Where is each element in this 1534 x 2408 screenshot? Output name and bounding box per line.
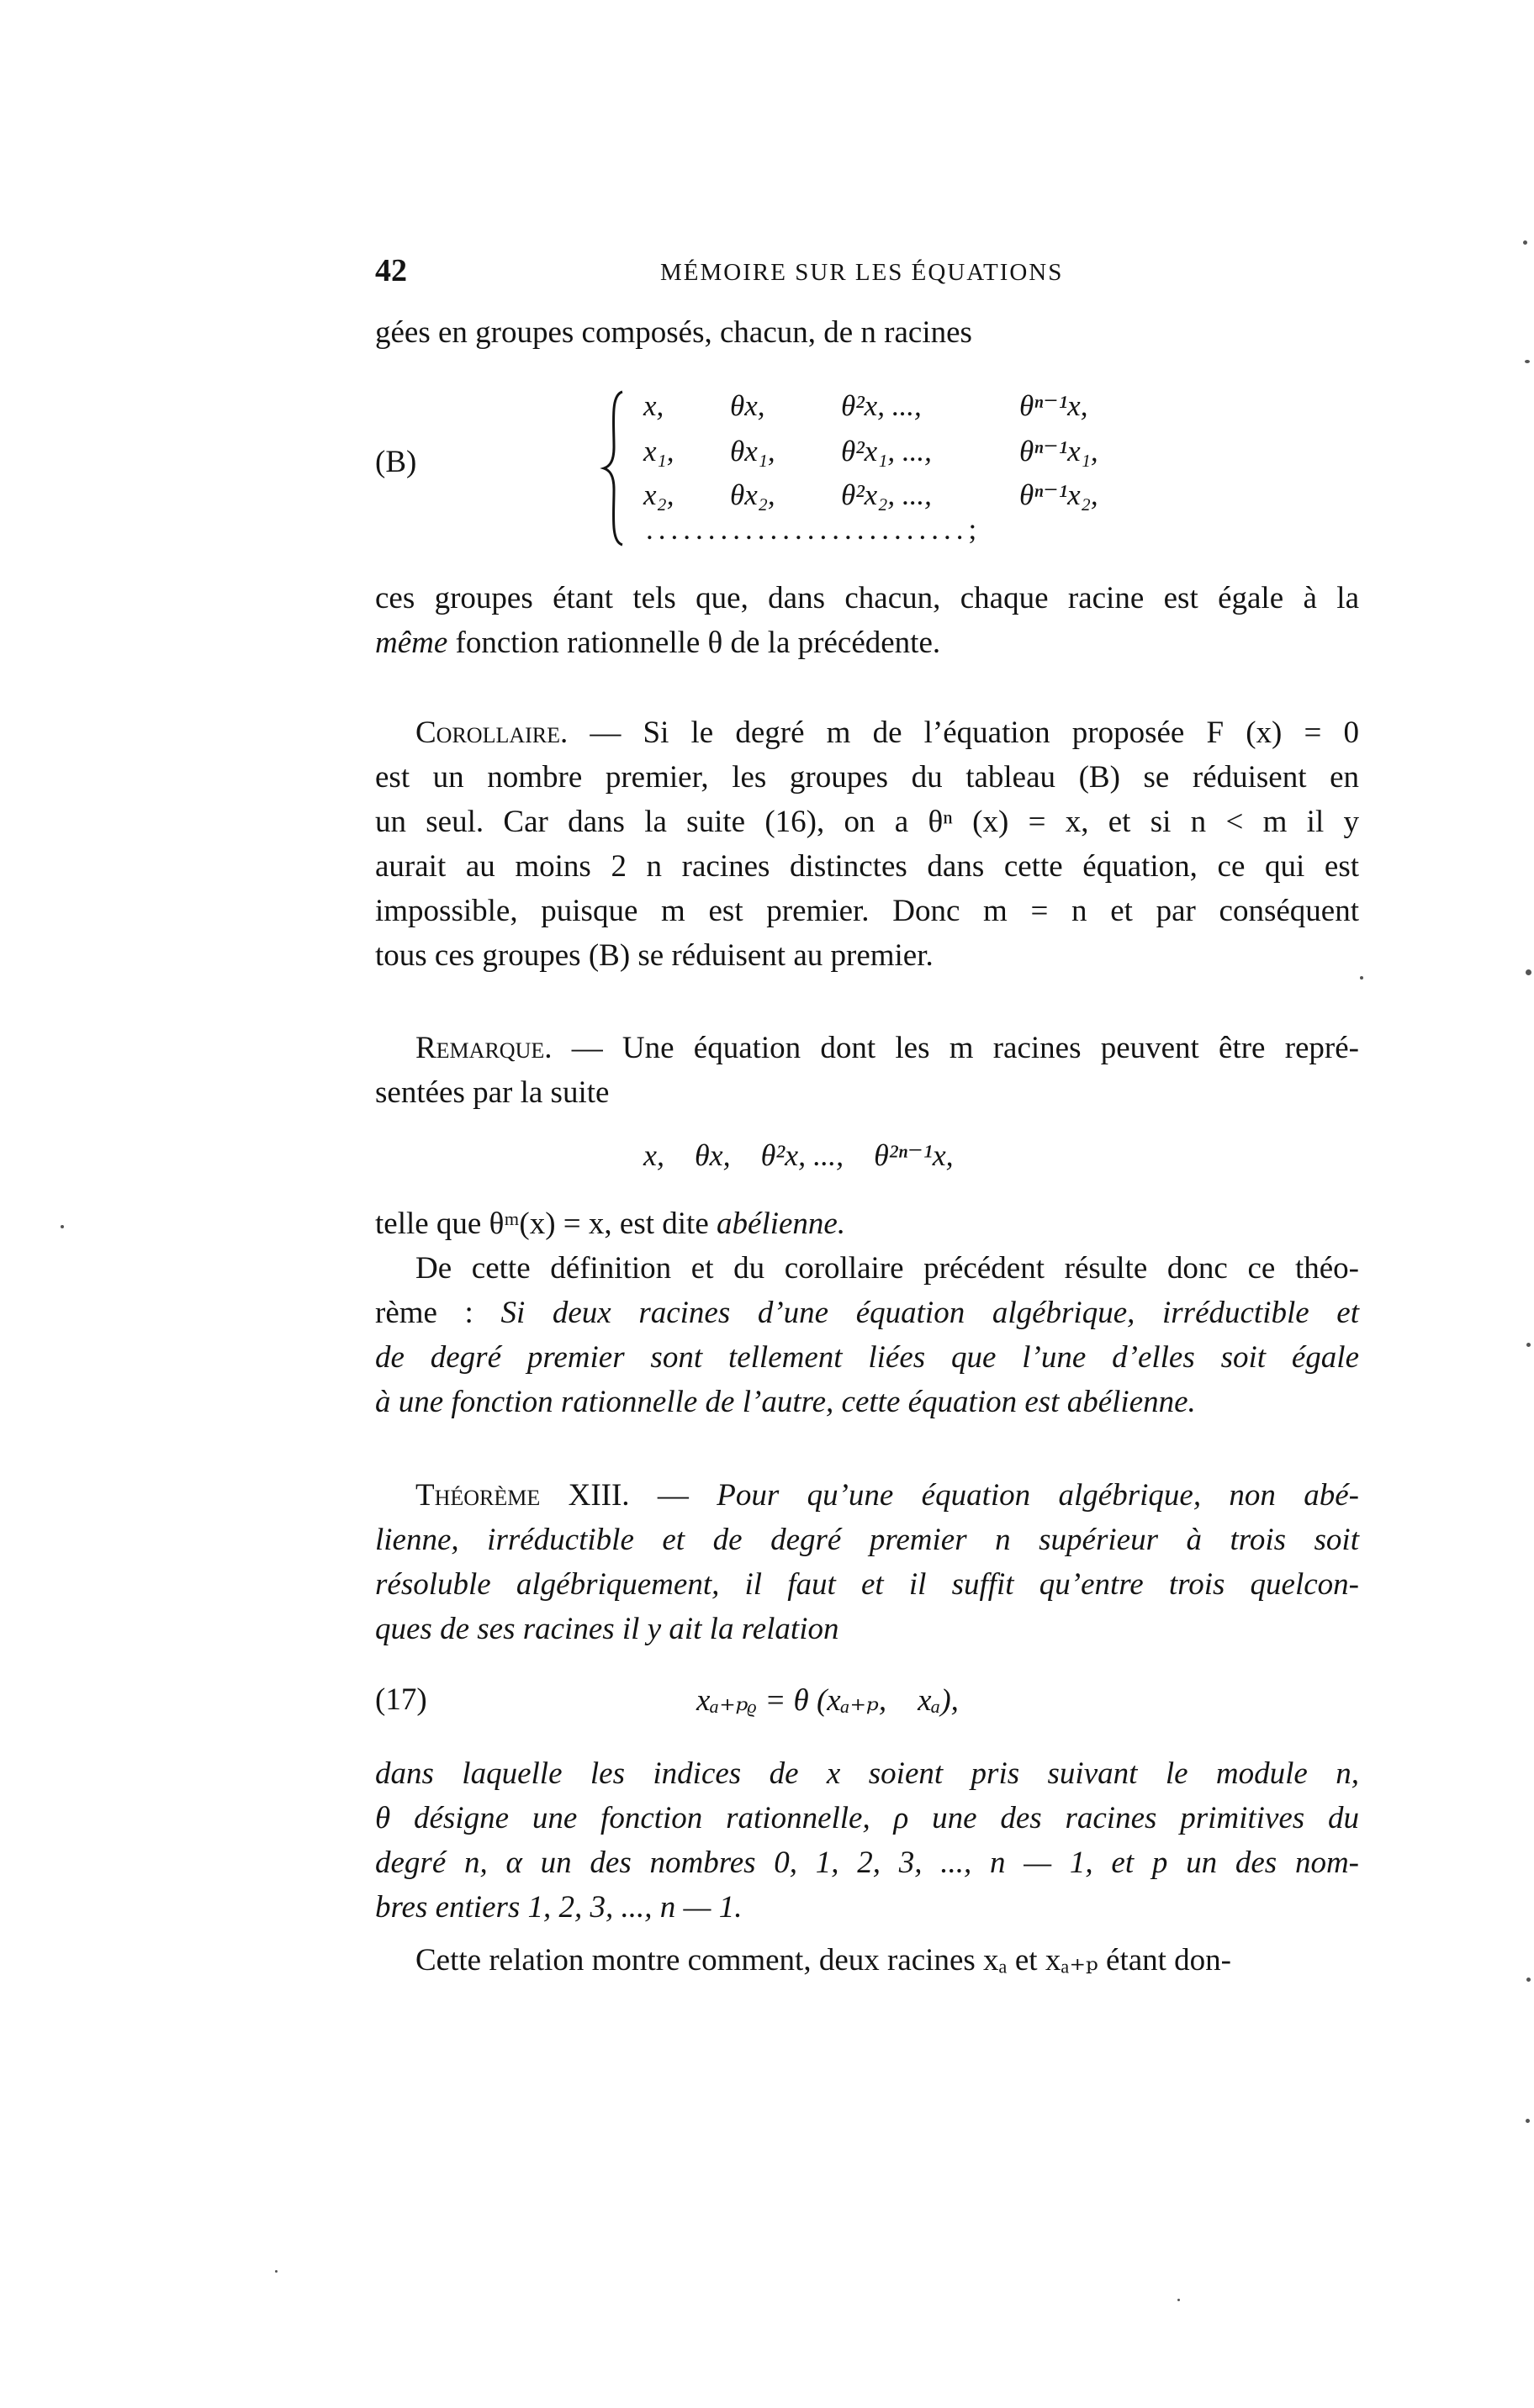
paragraph-line: bres entiers 1, 2, 3, ..., n — 1. [375,1890,743,1925]
paragraph-line-text: fonction rationnelle θ de la précédente. [455,626,941,660]
theoreme-first-line: Théorème XIII. — Pour qu’une équation algébrique, non abé- [415,1478,1360,1513]
paragraph-line: De cette définition et du corollaire précédent résulte donc ce théo- [415,1251,1359,1286]
table-b-cell: x₁, [643,435,674,467]
paragraph-line: résoluble algébriquement, il faut et il suffit qu’entre trois quelcon- [375,1567,1359,1602]
paragraph-line: Cette relation montre comment, deux racines xₐ et xₐ₊ₚ étant don- [415,1943,1232,1978]
table-b-cell: θⁿ⁻¹x₂, [1019,478,1098,511]
table-b-cell: θⁿ⁻¹x, [1019,389,1088,422]
remarque-first-line: Remarque. — Une équation dont les m racines peuvent être repré- [415,1031,1360,1065]
page-number: 42 [375,253,407,288]
paragraph-line: de degré premier sont tellement liées que l’une d’elles soit égale [375,1340,1359,1375]
theoreme-heading: Théorème XIII. — [415,1478,689,1513]
table-b-cell: θ²x₂, ..., [841,478,932,511]
intro-line: gées en groupes composés, chacun, de n racines [375,315,972,350]
emphasis-text: même [375,626,448,660]
equation-17-label: (17) [375,1682,427,1717]
left-brace-icon [599,388,629,548]
scan-speck [275,2270,278,2273]
paragraph-line: θ désigne une fonction rationnelle, ρ une des racines primitives du [375,1801,1359,1835]
table-b-cell: θⁿ⁻¹x₁, [1019,435,1098,467]
table-b-cell: θ²x₁, ..., [841,435,932,467]
paragraph-line: sentées par la suite [375,1075,610,1110]
paragraph-line: dans laquelle les indices de x soient pris suivant le module n, [375,1756,1359,1791]
paragraph-line: lienne, irréductible et de degré premier n supérieur à trois soit [375,1523,1359,1557]
paragraph-line: à une fonction rationnelle de l’autre, cette équation est abélienne. [375,1385,1196,1419]
table-b-cell: θx₂, [730,478,775,511]
paragraph-line: degré n, α un des nombres 0, 1, 2, 3, ..., n — 1, et p un des nom- [375,1846,1359,1880]
corollaire-first-line: Corollaire. — Si le degré m de l’équation proposée F (x) = 0 [415,716,1359,750]
table-b-dots: ..........................; [646,513,982,546]
scan-speck [1177,2299,1180,2301]
equation-17-formula: xₐ₊ₚᵨ = θ (xₐ₊ₚ, xₐ), [696,1683,959,1718]
table-b-cell: x, [643,389,664,422]
table-b-cell: θx, [730,389,765,422]
scan-speck [1525,360,1530,363]
paragraph-line: impossible, puisque m est premier. Donc m = n et par conséquent [375,894,1359,928]
paragraph-line: ques de ses racines il y ait la relation [375,1612,839,1646]
scan-speck [1526,1343,1531,1347]
corollaire-heading: Corollaire. — [415,716,622,750]
table-b-cell: x₂, [643,478,674,511]
scan-speck [1523,240,1527,245]
scan-speck [1526,1978,1531,1982]
scan-speck [1526,2119,1530,2123]
remarque-formula: x, θx, θ²x, ..., θ²ⁿ⁻¹x, [643,1138,954,1172]
paragraph-line: est un nombre premier, les groupes du tableau (B) se réduisent en [375,760,1359,795]
paragraph-line: tous ces groupes (B) se réduisent au premier. [375,938,934,973]
paragraph-line: ces groupes étant tels que, dans chacun, chaque racine est égale à la [375,581,1359,615]
paragraph-line: rème : Si deux racines d’une équation algébrique, irréductible et [375,1296,1359,1330]
paragraph-line [375,621,1359,665]
scan-speck [1526,969,1531,975]
table-b-cell: θx₁, [730,435,775,467]
paragraph-line: telle que θᵐ(x) = x, est dite abélienne. [375,1207,846,1241]
scan-speck [61,1225,64,1228]
running-title: MÉMOIRE SUR LES ÉQUATIONS [660,259,1064,286]
scan-speck [1360,976,1363,980]
remarque-heading: Remarque. — [415,1031,603,1065]
paragraph-line: aurait au moins 2 n racines distinctes dans cette équation, ce qui est [375,849,1359,884]
table-b-label: (B) [375,445,417,479]
table-b-cell: θ²x, ..., [841,389,922,422]
paragraph-line: un seul. Car dans la suite (16), on a θⁿ (x) = x, et si n < m il y [375,805,1359,839]
